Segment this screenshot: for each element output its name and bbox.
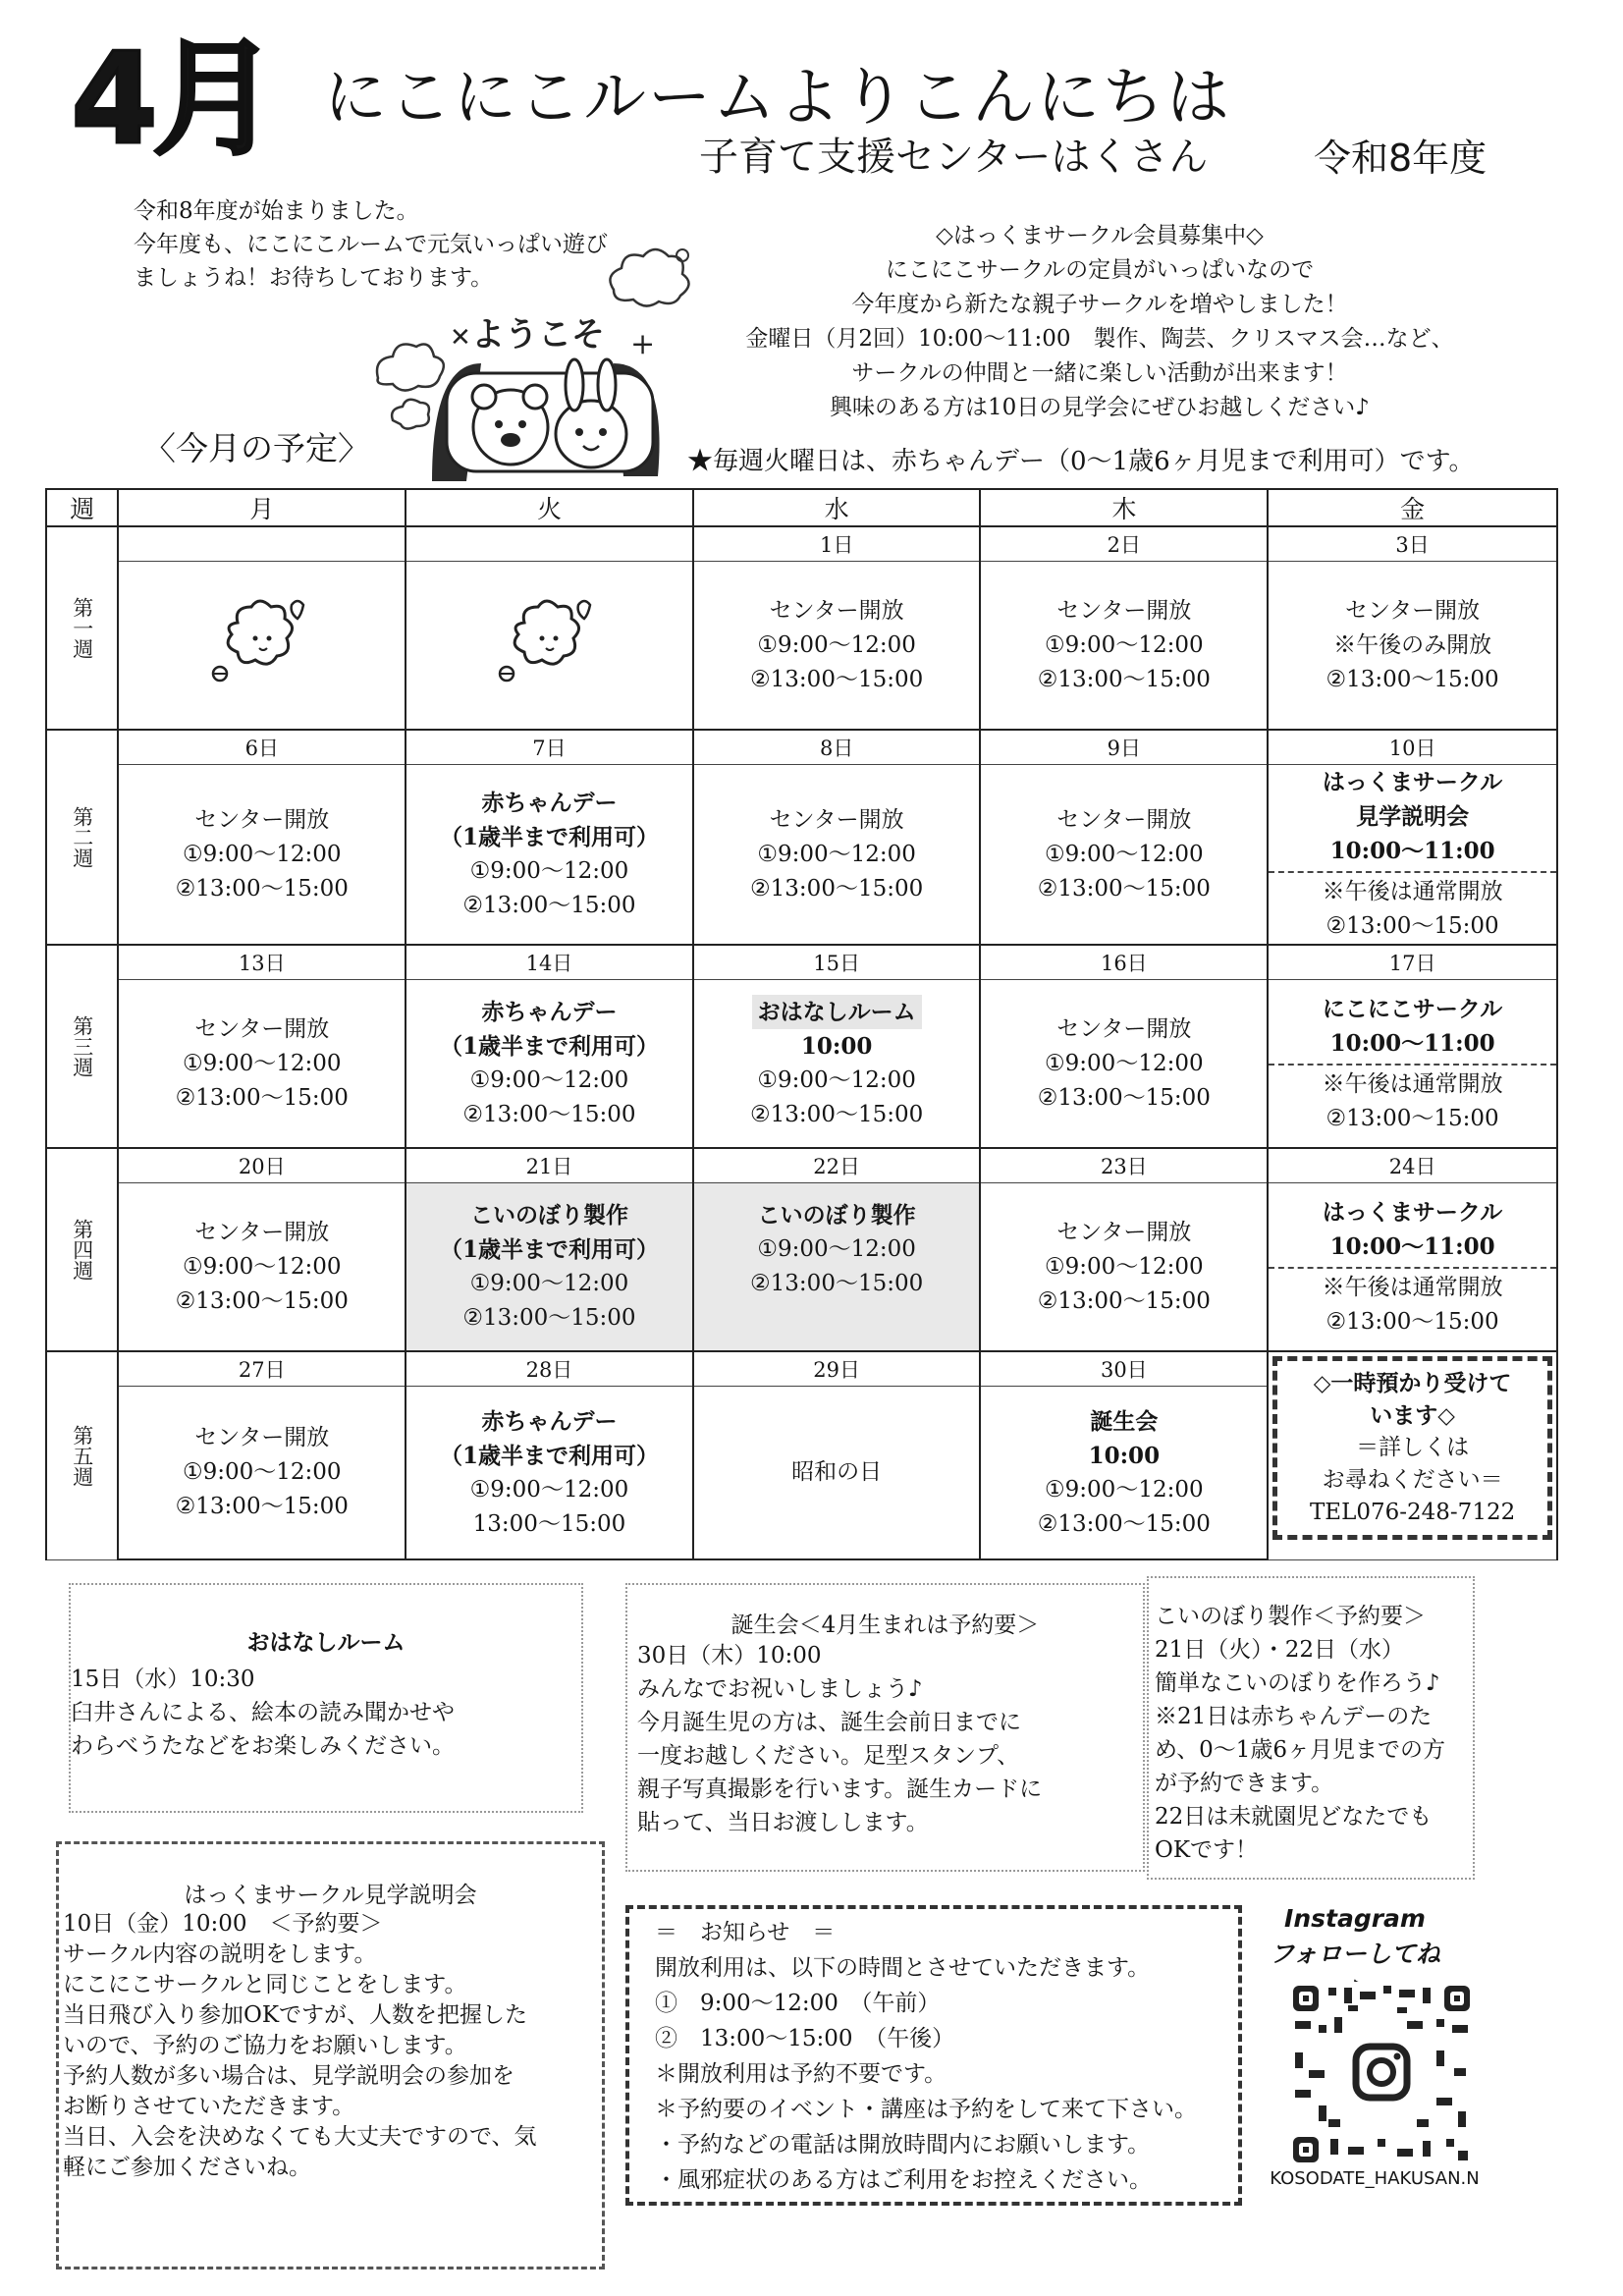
box-line: にこにこサークルと同じことをします。 bbox=[63, 1972, 467, 1997]
day-cell: 昭和の日 bbox=[693, 1387, 981, 1560]
box-line: 当日、入会を決めなくても大丈夫ですので、気 bbox=[63, 2124, 537, 2150]
svg-text:✕: ✕ bbox=[450, 323, 471, 353]
week2-dates bbox=[46, 730, 1557, 765]
day-cell: おはなしルーム 10:00 ①9:00～12:00 ②13:00～15:00 bbox=[693, 980, 981, 1149]
box-line: 一度お越しください。足型スタンプ、 bbox=[637, 1743, 1020, 1769]
box-line: 21日（火）・22日（水） bbox=[1155, 1637, 1405, 1663]
circle-recruitment bbox=[648, 219, 1551, 425]
day-cell: センター開放 ①9:00～12:00 ②13:00～15:00 bbox=[693, 765, 981, 946]
box-title: はっくまサークル見学説明会 bbox=[184, 1883, 477, 1908]
box-line: め、0～1歳6ヶ月児までの方 bbox=[1155, 1737, 1445, 1763]
date-cell: 9日 bbox=[980, 730, 1268, 765]
intro-line: ましょうね！お待ちしております。 bbox=[134, 265, 494, 291]
flower-cell bbox=[406, 562, 693, 731]
monthly-calendar bbox=[45, 488, 1558, 1560]
date-cell: 3日 bbox=[1268, 526, 1557, 562]
date-cell: 21日 bbox=[406, 1148, 693, 1183]
header-fri: 金 bbox=[1268, 489, 1557, 526]
day-cell: センター開放 ①9:00～12:00 ②13:00～15:00 bbox=[693, 562, 981, 731]
header-thu: 木 bbox=[980, 489, 1268, 526]
day-cell: にこにこサークル 10:00～11:00 ※午後は通常開放 ②13:00～15:00 bbox=[1268, 980, 1557, 1149]
calendar-header-row bbox=[46, 489, 1557, 526]
box-line: ・予約などの電話は開放時間内にお願いします。 bbox=[655, 2132, 1151, 2158]
header-mon: 月 bbox=[118, 489, 406, 526]
box-line: 15日（水）10:30 bbox=[71, 1667, 255, 1692]
date-cell: 20日 bbox=[118, 1148, 406, 1183]
box-line: が予約できます。 bbox=[1155, 1771, 1334, 1796]
date-cell: 7日 bbox=[406, 730, 693, 765]
box-line: 10日（金）10:00 ＜予約要＞ bbox=[63, 1911, 383, 1937]
box-line: ・風邪症状のある方はご利用をお控えください。 bbox=[655, 2167, 1152, 2193]
week-label: 第五週 bbox=[46, 1351, 118, 1559]
intro-line: 今年度も、にこにこルームで元気いっぱい遊び bbox=[134, 232, 608, 257]
box-line: 貼って、当日お渡しします。 bbox=[637, 1810, 929, 1835]
schedule-heading: 〈今月の予定〉 bbox=[143, 429, 370, 467]
day-cell: センター開放 ①9:00～12:00 ②13:00～15:00 bbox=[980, 1183, 1268, 1352]
week4-dates bbox=[46, 1148, 1557, 1183]
box-line: サークル内容の説明をします。 bbox=[63, 1941, 377, 1967]
ohanashi-box bbox=[69, 1583, 583, 1813]
week-label: 第四週 bbox=[46, 1148, 118, 1351]
recruit-line: 今年度から新たな親子サークルを増やしました！ bbox=[851, 292, 1348, 317]
date-cell: 23日 bbox=[980, 1148, 1268, 1183]
flower-cell bbox=[118, 562, 406, 731]
date-cell: 13日 bbox=[118, 945, 406, 980]
follow-text: フォローしてね bbox=[1270, 1940, 1440, 1968]
recruit-line: にこにこサークルの定員がいっぱいなので bbox=[885, 257, 1315, 283]
instagram-handle: KOSODATE_HAKUSAN.N bbox=[1270, 2168, 1480, 2189]
koinobori-box bbox=[1147, 1576, 1475, 1880]
welcome-sign-text: ようこそ bbox=[471, 315, 605, 355]
date-cell bbox=[118, 526, 406, 562]
date-cell: 2日 bbox=[980, 526, 1268, 562]
date-cell: 27日 bbox=[118, 1351, 406, 1387]
day-cell: センター開放 ①9:00～12:00 ②13:00～15:00 bbox=[118, 1183, 406, 1352]
intro-text bbox=[134, 194, 608, 295]
box-line: ＊開放利用は予約不要です。 bbox=[655, 2061, 947, 2087]
date-cell: 28日 bbox=[406, 1351, 693, 1387]
header-wed: 水 bbox=[693, 489, 981, 526]
box-line: 22日は未就園児どなたでも bbox=[1155, 1804, 1433, 1830]
date-cell: 15日 bbox=[693, 945, 981, 980]
week-label: 第一週 bbox=[46, 526, 118, 730]
box-line: 予約人数が多い場合は、見学説明会の参加を bbox=[63, 2063, 514, 2089]
header-week: 週 bbox=[46, 489, 118, 526]
day-cell: 誕生会 10:00 ①9:00～12:00 ②13:00～15:00 bbox=[980, 1387, 1268, 1560]
intro-line: 令和8年度が始まりました。 bbox=[134, 198, 419, 224]
day-cell: センター開放 ①9:00～12:00 ②13:00～15:00 bbox=[118, 765, 406, 946]
fiscal-year: 令和8年度 bbox=[1314, 137, 1488, 180]
date-cell: 22日 bbox=[693, 1148, 981, 1183]
instagram-label: Instagram bbox=[1284, 1904, 1426, 1933]
week3-body bbox=[46, 980, 1557, 1149]
box-line: 簡単なこいのぼりを作ろう♪ bbox=[1155, 1670, 1440, 1696]
temp-care-box: ◇一時預かり受けて います◇ ＝詳しくは お尋ねください＝ TEL076-248-7122 bbox=[1272, 1356, 1552, 1540]
date-cell: 30日 bbox=[980, 1351, 1268, 1387]
notice-box bbox=[625, 1905, 1242, 2206]
day-cell: センター開放 ①9:00～12:00 ②13:00～15:00 bbox=[980, 980, 1268, 1149]
box-title: 誕生会＜4月生まれは予約要＞ bbox=[730, 1613, 1040, 1638]
instagram-qr-code-icon[interactable] bbox=[1289, 1982, 1474, 2166]
box-line: いので、予約のご協力をお願いします。 bbox=[63, 2033, 467, 2058]
temp-care-cell bbox=[1268, 1351, 1557, 1559]
box-line: ② 13:00～15:00 （午後） bbox=[655, 2026, 955, 2051]
box-line: 臼井さんによる、絵本の読み聞かせや bbox=[71, 1700, 455, 1725]
day-cell: センター開放 ①9:00～12:00 ②13:00～15:00 bbox=[980, 562, 1268, 731]
phone-number: TEL076-248-7122 bbox=[1309, 1500, 1516, 1525]
hakkuma-box bbox=[56, 1841, 605, 2269]
date-cell: 29日 bbox=[693, 1351, 981, 1387]
box-title: おはなしルーム bbox=[246, 1629, 406, 1656]
week4-body bbox=[46, 1183, 1557, 1352]
day-cell: 赤ちゃんデー （1歳半まで利用可） ①9:00～12:00 13:00～15:00 bbox=[406, 1387, 693, 1560]
day-cell: センター開放 ①9:00～12:00 ②13:00～15:00 bbox=[118, 1387, 406, 1560]
month-heading: 4月 bbox=[71, 27, 273, 173]
day-cell: センター開放 ※午後のみ開放 ②13:00～15:00 bbox=[1268, 562, 1557, 731]
box-line: 30日（木）10:00 bbox=[637, 1643, 822, 1668]
week1-dates bbox=[46, 526, 1557, 562]
box-line: みんなでお祝いしましょう♪ bbox=[637, 1676, 923, 1702]
week5-dates bbox=[46, 1351, 1557, 1387]
week-label: 第二週 bbox=[46, 730, 118, 945]
welcome-bears-illustration bbox=[373, 295, 677, 481]
week3-dates bbox=[46, 945, 1557, 980]
week-label: 第三週 bbox=[46, 945, 118, 1148]
box-line: ※21日は赤ちゃんデーのた bbox=[1155, 1704, 1433, 1729]
recruit-line: 金曜日（月2回）10:00～11:00 製作、陶芸、クリスマス会…など、 bbox=[745, 326, 1454, 352]
recruit-line: 興味のある方は10日の見学会にぜひお越しください♪ bbox=[830, 395, 1370, 420]
day-cell: センター開放 ①9:00～12:00 ②13:00～15:00 bbox=[118, 980, 406, 1149]
box-line: お断りさせていただきます。 bbox=[63, 2094, 355, 2119]
center-name: 子育て支援センターはくさん bbox=[699, 135, 1209, 180]
day-cell: センター開放 ①9:00～12:00 ②13:00～15:00 bbox=[980, 765, 1268, 946]
date-cell: 1日 bbox=[693, 526, 981, 562]
box-line: 親子写真撮影を行います。誕生カードに bbox=[637, 1777, 1043, 1802]
day-cell: 赤ちゃんデー （1歳半まで利用可） ①9:00～12:00 ②13:00～15:00 bbox=[406, 765, 693, 946]
date-cell: 10日 bbox=[1268, 730, 1557, 765]
box-line: ① 9:00～12:00 （午前） bbox=[655, 1991, 941, 2016]
box-line: 開放利用は、以下の時間とさせていただきます。 bbox=[655, 1955, 1151, 1981]
day-cell: 赤ちゃんデー （1歳半まで利用可） ①9:00～12:00 ②13:00～15:00 bbox=[406, 980, 693, 1149]
svg-text:+: + bbox=[630, 327, 656, 361]
day-cell: はっくまサークル 見学説明会 10:00～11:00 ※午後は通常開放 ②13:00～15:00 bbox=[1268, 765, 1557, 946]
sakura-flower-icon bbox=[198, 593, 326, 691]
box-line: 今月誕生児の方は、誕生会前日までに bbox=[637, 1710, 1021, 1735]
tuesday-notice: ★毎週火曜日は、赤ちゃんデー（0～1歳6ヶ月児まで利用可）です。 bbox=[687, 447, 1475, 476]
day-cell-highlighted: こいのぼり製作 （1歳半まで利用可） ①9:00～12:00 ②13:00～15:00 bbox=[406, 1183, 693, 1352]
box-title: ＝ お知らせ ＝ bbox=[655, 1920, 836, 1945]
box-line: 軽にご参加くださいね。 bbox=[63, 2155, 311, 2180]
recruit-title: ◇はっくまサークル会員募集中◇ bbox=[936, 223, 1264, 248]
box-line: ＊予約要のイベント・講座は予約をして来て下さい。 bbox=[655, 2097, 1197, 2122]
date-cell: 14日 bbox=[406, 945, 693, 980]
day-cell-highlighted: こいのぼり製作 ①9:00～12:00 ②13:00～15:00 bbox=[693, 1183, 981, 1352]
header-tue: 火 bbox=[406, 489, 693, 526]
box-title: こいのぼり製作＜予約要＞ bbox=[1155, 1604, 1426, 1629]
date-cell: 24日 bbox=[1268, 1148, 1557, 1183]
recruit-line: サークルの仲間と一緒に楽しい活動が出来ます！ bbox=[851, 360, 1348, 386]
page-title: にこにこルームよりこんにちは bbox=[324, 62, 1231, 135]
week2-body bbox=[46, 765, 1557, 946]
box-line: OKです！ bbox=[1155, 1837, 1259, 1863]
date-cell: 17日 bbox=[1268, 945, 1557, 980]
box-line: 当日飛び入り参加OKですが、人数を把握した bbox=[63, 2002, 528, 2028]
day-cell: はっくまサークル 10:00～11:00 ※午後は通常開放 ②13:00～15:00 bbox=[1268, 1183, 1557, 1352]
date-cell: 8日 bbox=[693, 730, 981, 765]
box-line: わらべうたなどをお楽しみください。 bbox=[71, 1733, 455, 1759]
date-cell: 16日 bbox=[980, 945, 1268, 980]
week1-body bbox=[46, 562, 1557, 731]
birthday-box bbox=[625, 1583, 1145, 1872]
date-cell: 6日 bbox=[118, 730, 406, 765]
date-cell bbox=[406, 526, 693, 562]
sakura-flower-icon bbox=[485, 593, 613, 691]
